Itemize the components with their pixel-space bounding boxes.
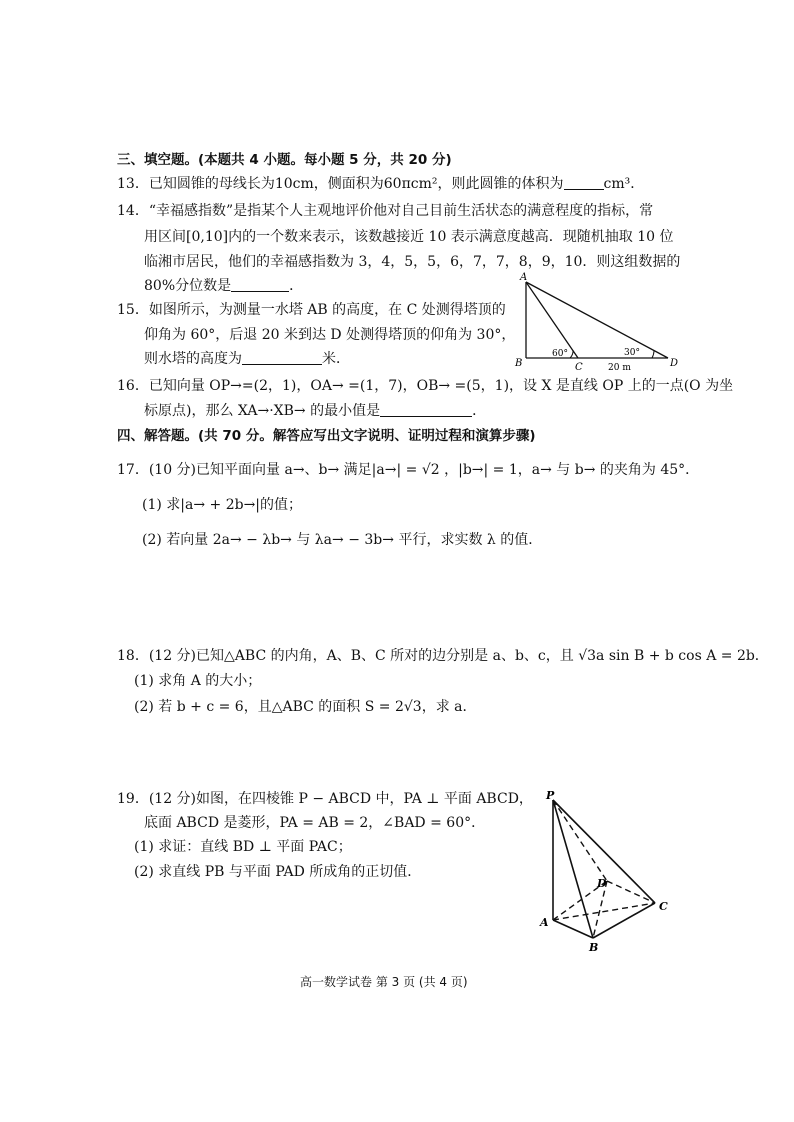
point-a-label: A <box>540 916 549 929</box>
section-title-answers: 四、解答题。(共 70 分。解答应写出文字说明、证明过程和演算步骤) <box>117 428 536 444</box>
question-18-line-1 <box>117 646 769 666</box>
question-17-part-2: (2) 若向量 2a→ − λb→ 与 λa→ − 3b→ 平行，求实数 λ 的值． <box>142 532 543 548</box>
answer-blank[interactable] <box>380 402 472 417</box>
question-19-line-1 <box>117 789 533 809</box>
point-b-label: B <box>515 358 523 369</box>
section-title-fill-in: 三、填空题。(本题共 4 小题。每小题 5 分，共 20 分) <box>117 152 452 168</box>
question-14-line-3: 临湘市居民，他们的幸福感指数为 3，4，5，5，6，7，7，8，9，10．则这组数据的 <box>144 254 681 270</box>
question-13-text: 已知圆锥的母线长为10cm，侧面积为60πcm²，则此圆锥的体积为 <box>148 176 564 192</box>
answer-blank[interactable] <box>231 277 289 292</box>
question-17-line-1 <box>117 460 699 480</box>
page-footer: 高一数学试卷 第 3 页 (共 4 页) <box>300 975 468 989</box>
question-15-text-1: 如图所示，为测量一水塔 AB 的高度，在 C 处测得塔顶的 <box>148 302 506 318</box>
angle-30-label: 30° <box>624 348 640 358</box>
question-17-number: 17． <box>117 462 149 478</box>
question-13-unit: cm³． <box>603 176 645 192</box>
distance-label: 20 m <box>608 363 631 370</box>
point-c-label: C <box>575 362 583 370</box>
question-13-number: 13． <box>117 176 149 192</box>
question-14-line-4 <box>144 276 303 296</box>
point-p-label: P <box>546 789 555 802</box>
question-15-text-3: 则水塔的高度为 <box>144 351 242 367</box>
question-14-text-4: 80%分位数是 <box>144 278 232 294</box>
question-17-text: (10 分)已知平面向量 a→、b→ 满足|a→| = √2 ，|b→| = 1，a→ 与 b→ 的夹角为 45°． <box>148 462 700 478</box>
question-17-part-1: (1) 求|a→ + 2b→|的值； <box>142 497 303 513</box>
question-18-part-1: (1) 求角 A 的大小； <box>134 673 262 689</box>
point-a-label: A <box>520 272 528 283</box>
question-15-number: 15． <box>117 302 149 318</box>
question-19-number: 19． <box>117 791 149 807</box>
question-15-line-1 <box>117 300 506 320</box>
question-14-number: 14． <box>117 203 149 219</box>
question-19-line-2: 底面 ABCD 是菱形，PA = AB = 2，∠BAD = 60°． <box>144 815 486 831</box>
question-14-text-1: “幸福感指数”是指某个人主观地评价他对自己目前生活状态的满意程度的指标，常 <box>148 203 654 219</box>
pyramid-figure <box>535 785 675 955</box>
question-16-end: ． <box>472 403 487 419</box>
answer-blank[interactable] <box>242 350 322 365</box>
question-15-line-2: 仰角为 60°，后退 20 米到达 D 处测得塔顶的仰角为 30°， <box>144 327 516 343</box>
question-18-part-2: (2) 若 b + c = 6，且△ABC 的面积 S = 2√3，求 a． <box>134 699 477 715</box>
water-tower-figure <box>512 270 682 370</box>
question-16-number: 16． <box>117 378 149 394</box>
point-d-label: D <box>670 358 679 369</box>
question-19-part-1: (1) 求证：直线 BD ⊥ 平面 PAC； <box>134 839 352 855</box>
question-16-line-1 <box>117 376 733 396</box>
question-15-unit: 米． <box>322 351 350 367</box>
question-18-number: 18． <box>117 648 149 664</box>
point-c-label: C <box>659 900 668 913</box>
point-b-label: B <box>589 941 599 954</box>
question-16-text-1: 已知向量 OP→=(2，1)，OA→ =(1，7)，OB→ =(5，1)，设 X 是直线 OP 上的一点(O 为坐 <box>148 378 734 394</box>
question-15-line-3 <box>144 349 350 369</box>
question-16-text-2: 标原点)，那么 XA→·XB→ 的最小值是 <box>144 403 381 419</box>
question-14-line-1 <box>117 201 653 221</box>
question-14-end: ． <box>289 278 304 294</box>
angle-60-label: 60° <box>552 349 568 359</box>
question-13 <box>117 174 644 194</box>
question-18-text: (12 分)已知△ABC 的内角，A、B、C 所对的边分别是 a、b、c，且 √3a sin B + b cos A = 2b． <box>148 648 769 664</box>
question-19-part-2: (2) 求直线 PB 与平面 PAD 所成角的正切值． <box>134 864 422 880</box>
question-16-line-2 <box>144 401 486 421</box>
question-14-line-2: 用区间[0,10]内的一个数来表示，该数越接近 10 表示满意度越高．现随机抽取 10 位 <box>144 229 674 245</box>
point-d-label: D <box>597 877 607 890</box>
answer-blank[interactable] <box>564 175 604 190</box>
question-19-text-1: (12 分)如图，在四棱锥 P − ABCD 中，PA ⊥ 平面 ABCD， <box>148 791 533 807</box>
